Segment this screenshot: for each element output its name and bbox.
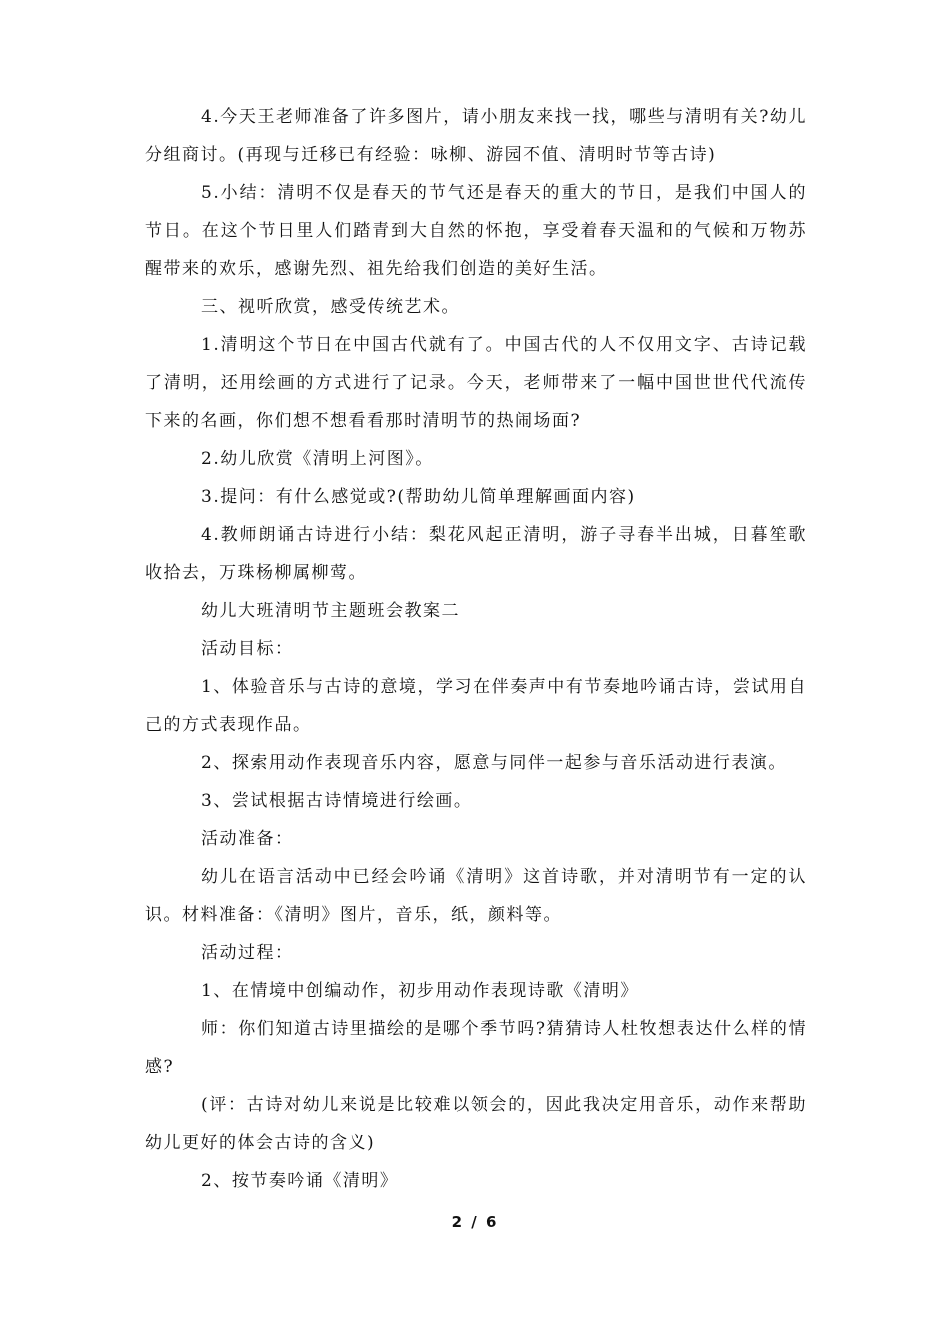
process-step-2: 2、按节奏吟诵《清明》 (201, 1171, 399, 1191)
goal-item-2: 2、探索用动作表现音乐内容，愿意与同伴一起参与音乐活动进行表演。 (201, 753, 787, 773)
heading-activity-process: 活动过程： (201, 943, 294, 963)
document-body (145, 98, 807, 1200)
process-step-1: 1、在情境中创编动作，初步用动作表现诗歌《清明》 (201, 981, 639, 1001)
paragraph-painting-intro: 1.清明这个节日在中国古代就有了。中国古代的人不仅用文字、古诗记载了清明，还用绘画的方式进行了记录。今天，老师带来了一幅中国世世代代流传下来的名画，你们想不想看看那时清明节的热闹场面? (145, 335, 807, 431)
paragraph-step-4-pictures: 4.今天王老师准备了许多图片，请小朋友来找一找，哪些与清明有关?幼儿分组商讨。(再现与迁移已有经验：咏柳、游园不值、清明时节等古诗) (145, 107, 807, 165)
heading-activity-goals: 活动目标： (201, 639, 294, 659)
paragraph-comment: (评：古诗对幼儿来说是比较难以领会的，因此我决定用音乐，动作来帮助幼儿更好的体会古诗的含义) (145, 1095, 807, 1153)
goal-item-1: 1、体验音乐与古诗的意境，学习在伴奏声中有节奏地吟诵古诗，尝试用自己的方式表现作品。 (145, 677, 807, 735)
paragraph-summary: 5.小结：清明不仅是春天的节气还是春天的重大的节日，是我们中国人的节日。在这个节日里人们踏青到大自然的怀抱，享受着春天温和的气候和万物苏醒带来的欢乐，感谢先烈、祖先给我们创造的美好生活。 (145, 183, 807, 279)
section-heading-art: 三、视听欣赏，感受传统艺术。 (201, 297, 460, 317)
paragraph-appreciate-painting: 2.幼儿欣赏《清明上河图》。 (201, 449, 434, 469)
goal-item-3: 3、尝试根据古诗情境进行绘画。 (201, 791, 473, 811)
paragraph-teacher-question: 师：你们知道古诗里描绘的是哪个季节吗?猜猜诗人杜牧想表达什么样的情感? (145, 1019, 807, 1077)
paragraph-preparation: 幼儿在语言活动中已经会吟诵《清明》这首诗歌，并对清明节有一定的认识。材料准备：《清明》图片，音乐，纸，颜料等。 (145, 867, 807, 925)
paragraph-poem-recital: 4.教师朗诵古诗进行小结：梨花风起正清明，游子寻春半出城，日暮笙歌收拾去，万珠杨柳属柳莺。 (145, 525, 807, 583)
page-number: 2 / 6 (451, 1213, 499, 1231)
heading-activity-preparation: 活动准备： (201, 829, 294, 849)
paragraph-question: 3.提问：有什么感觉或?(帮助幼儿简单理解画面内容) (201, 487, 636, 507)
lesson-plan-title-two: 幼儿大班清明节主题班会教案二 (201, 601, 460, 621)
